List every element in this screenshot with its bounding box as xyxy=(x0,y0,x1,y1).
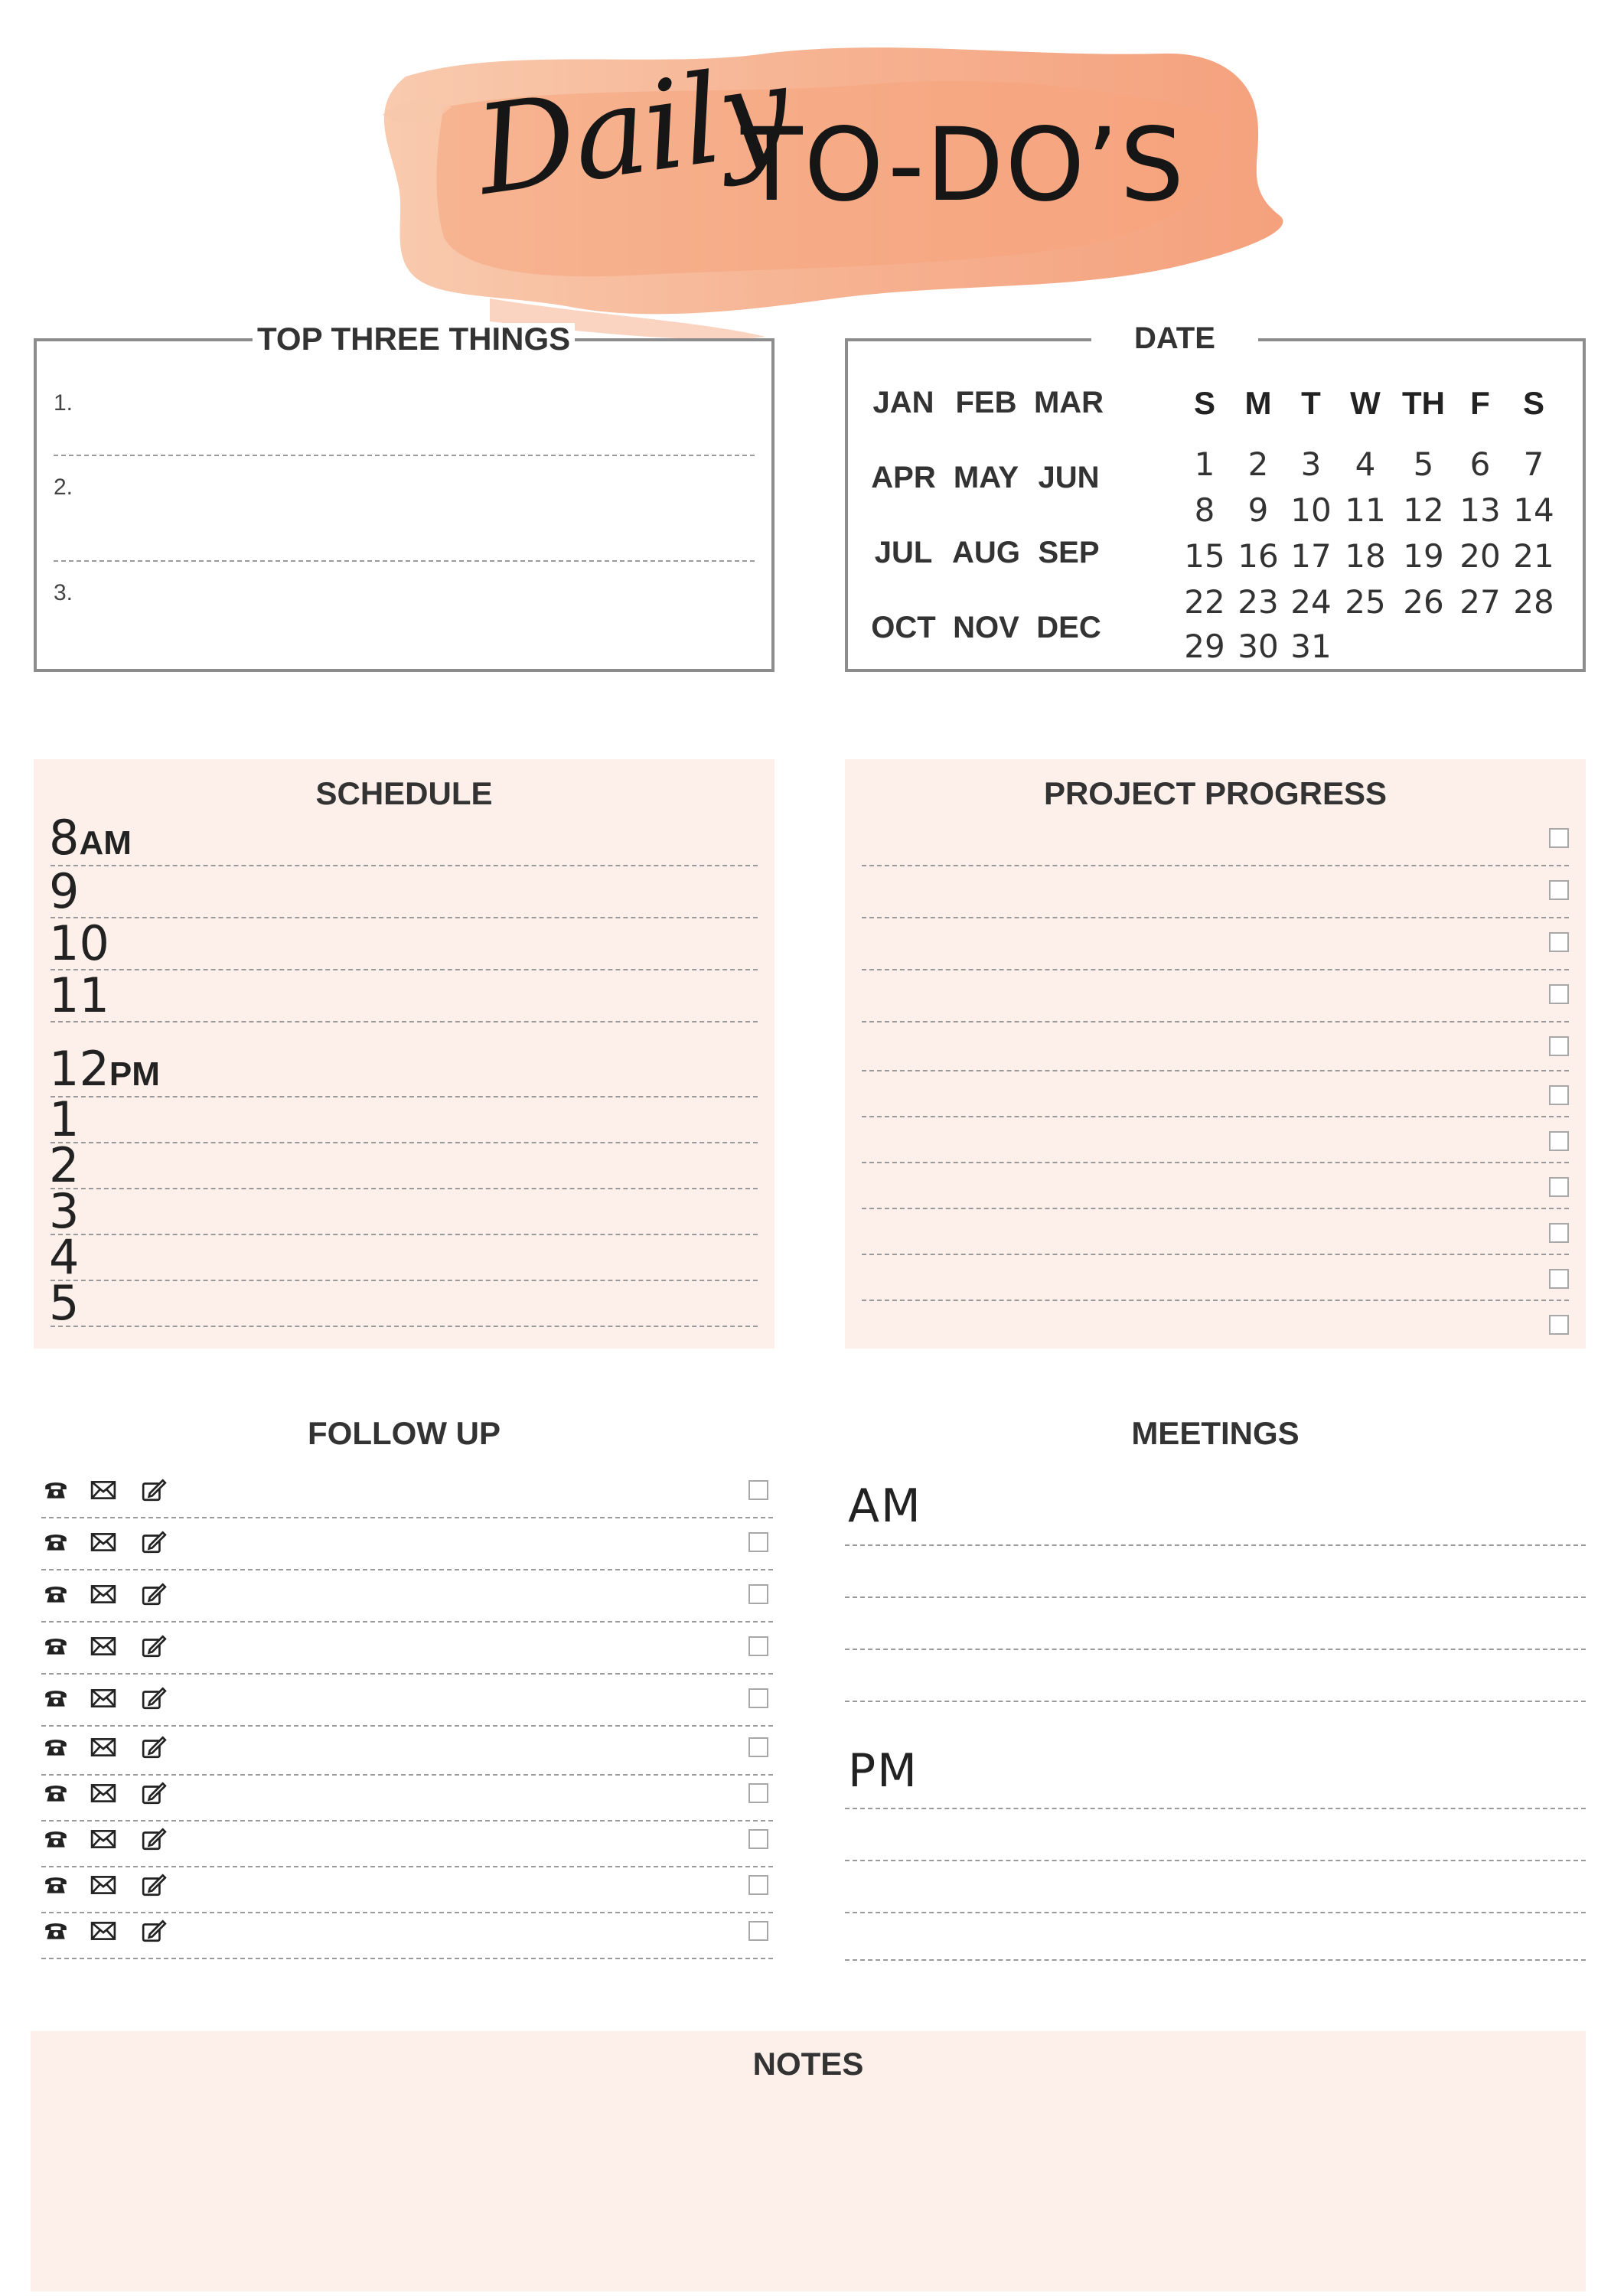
hour-number: 10 xyxy=(49,915,109,971)
calendar-day[interactable]: 25 xyxy=(1345,583,1386,621)
meeting-line xyxy=(845,1649,1586,1650)
follow-up-checkbox[interactable] xyxy=(748,1829,768,1849)
schedule-title: SCHEDULE xyxy=(315,775,493,811)
progress-line xyxy=(862,1254,1569,1255)
follow-up-checkbox[interactable] xyxy=(748,1737,768,1757)
month-nov[interactable]: NOV xyxy=(953,611,1019,644)
hour-4[interactable] xyxy=(49,1229,80,1285)
hour-number: 5 xyxy=(49,1275,80,1331)
hour-suffix: AM xyxy=(79,824,132,862)
mail-icon[interactable] xyxy=(89,1685,118,1711)
calendar-day[interactable]: 2 xyxy=(1247,445,1269,483)
mail-icon[interactable] xyxy=(89,1633,118,1659)
follow-up-line xyxy=(41,1774,773,1776)
calendar-day[interactable]: 24 xyxy=(1290,583,1332,621)
hour-1[interactable] xyxy=(49,1091,80,1147)
schedule-line xyxy=(51,1142,758,1143)
progress-line xyxy=(862,1021,1569,1022)
follow-up-line xyxy=(41,1820,773,1821)
weekday-tue: T xyxy=(1301,385,1321,421)
phone-icon[interactable] xyxy=(41,1529,70,1555)
schedule-line xyxy=(51,1096,758,1097)
follow-up-line xyxy=(41,1725,773,1727)
calendar-day[interactable]: 7 xyxy=(1523,445,1544,483)
hour-suffix: PM xyxy=(109,1055,160,1093)
progress-line xyxy=(862,1300,1569,1301)
progress-checkbox[interactable] xyxy=(1549,828,1569,848)
edit-icon[interactable] xyxy=(139,1633,168,1659)
hour-number: 12 xyxy=(49,1041,109,1097)
follow-up-line xyxy=(41,1569,773,1570)
edit-icon[interactable] xyxy=(139,1581,168,1607)
progress-checkbox[interactable] xyxy=(1549,984,1569,1004)
calendar-day[interactable]: 18 xyxy=(1345,537,1386,575)
calendar-day[interactable]: 23 xyxy=(1238,583,1279,621)
schedule-panel xyxy=(34,759,774,1349)
month-sep[interactable]: SEP xyxy=(1038,536,1100,569)
calendar-day[interactable]: 4 xyxy=(1355,445,1376,483)
follow-up-line xyxy=(41,1866,773,1867)
progress-checkbox[interactable] xyxy=(1549,1269,1569,1289)
progress-checkbox[interactable] xyxy=(1549,1177,1569,1197)
page-title: TO-DO’S xyxy=(741,106,1186,224)
phone-icon[interactable] xyxy=(41,1633,70,1659)
calendar-day[interactable]: 26 xyxy=(1403,583,1444,621)
project-progress-title: PROJECT PROGRESS xyxy=(1043,775,1388,811)
calendar-day[interactable]: 15 xyxy=(1184,537,1225,575)
progress-line xyxy=(862,1116,1569,1117)
meeting-line xyxy=(845,1701,1586,1702)
schedule-line xyxy=(51,1280,758,1281)
month-dec[interactable]: DEC xyxy=(1036,611,1101,644)
weekday-mon: M xyxy=(1244,385,1272,421)
follow-up-line xyxy=(41,1517,773,1518)
month-jun[interactable]: JUN xyxy=(1038,461,1100,494)
month-aug[interactable]: AUG xyxy=(952,536,1020,569)
weekday-wed: W xyxy=(1350,385,1381,421)
meeting-line xyxy=(845,1860,1586,1861)
calendar-day[interactable]: 21 xyxy=(1513,537,1554,575)
calendar-day[interactable]: 1 xyxy=(1194,445,1215,483)
follow-up-checkbox[interactable] xyxy=(748,1584,768,1604)
phone-icon[interactable] xyxy=(41,1734,70,1760)
calendar-day[interactable]: 17 xyxy=(1290,537,1332,575)
schedule-line xyxy=(51,969,758,970)
notes-panel[interactable] xyxy=(31,2031,1586,2291)
follow-up-checkbox[interactable] xyxy=(748,1636,768,1656)
hour-number: 9 xyxy=(49,863,80,919)
month-apr[interactable]: APR xyxy=(871,461,936,494)
notes-title: NOTES xyxy=(752,2046,864,2082)
edit-icon[interactable] xyxy=(139,1734,168,1760)
follow-up-checkbox[interactable] xyxy=(748,1783,768,1803)
phone-icon[interactable] xyxy=(41,1826,70,1852)
meetings-title: MEETINGS xyxy=(1131,1415,1300,1451)
calendar-day[interactable]: 29 xyxy=(1184,628,1225,665)
progress-line xyxy=(862,917,1569,918)
calendar-day[interactable]: 6 xyxy=(1469,445,1491,483)
hour-number: 4 xyxy=(49,1229,80,1285)
item-number: 1. xyxy=(54,390,73,416)
top-three-box xyxy=(34,321,774,672)
progress-checkbox[interactable] xyxy=(1549,1315,1569,1335)
meeting-line xyxy=(845,1959,1586,1961)
edit-icon[interactable] xyxy=(139,1529,168,1555)
calendar-day[interactable]: 13 xyxy=(1459,491,1501,529)
hour-number: 8 xyxy=(49,810,80,866)
meeting-line xyxy=(845,1808,1586,1809)
schedule-line xyxy=(51,1188,758,1189)
divider xyxy=(54,560,755,562)
hour-11[interactable] xyxy=(49,967,109,1023)
schedule-line xyxy=(51,865,758,866)
hour-3[interactable] xyxy=(49,1183,80,1239)
calendar-day[interactable]: 10 xyxy=(1290,491,1332,529)
mail-icon[interactable] xyxy=(89,1826,118,1852)
calendar-day[interactable]: 3 xyxy=(1300,445,1322,483)
mail-icon[interactable] xyxy=(89,1734,118,1760)
follow-up-line xyxy=(41,1958,773,1959)
hour-12pm[interactable] xyxy=(49,1041,160,1097)
month-feb[interactable]: FEB xyxy=(955,386,1017,419)
mail-icon[interactable] xyxy=(89,1529,118,1555)
edit-icon[interactable] xyxy=(139,1685,168,1711)
follow-up-checkbox[interactable] xyxy=(748,1921,768,1941)
calendar-day[interactable]: 27 xyxy=(1459,583,1501,621)
calendar-day[interactable]: 9 xyxy=(1247,491,1269,529)
month-may[interactable]: MAY xyxy=(953,461,1019,494)
hour-2[interactable] xyxy=(49,1137,80,1193)
schedule-line xyxy=(51,1021,758,1022)
schedule-line xyxy=(51,1234,758,1235)
follow-up-checkbox[interactable] xyxy=(748,1875,768,1895)
mail-icon[interactable] xyxy=(89,1581,118,1607)
phone-icon[interactable] xyxy=(41,1685,70,1711)
schedule-line xyxy=(51,917,758,918)
meeting-line xyxy=(845,1912,1586,1913)
hour-number: 11 xyxy=(49,967,109,1023)
hour-9[interactable] xyxy=(49,863,80,919)
weekday-sat: S xyxy=(1522,385,1544,421)
hour-number: 2 xyxy=(49,1137,80,1193)
edit-icon[interactable] xyxy=(139,1826,168,1852)
progress-checkbox[interactable] xyxy=(1549,932,1569,952)
date-box xyxy=(845,321,1586,672)
hour-10[interactable] xyxy=(49,915,109,971)
edit-icon[interactable] xyxy=(139,1780,168,1806)
item-number: 3. xyxy=(54,580,73,605)
meeting-line xyxy=(845,1544,1586,1546)
calendar-day[interactable]: 20 xyxy=(1459,537,1501,575)
phone-icon[interactable] xyxy=(41,1918,70,1944)
phone-icon[interactable] xyxy=(41,1872,70,1898)
month-jan[interactable]: JAN xyxy=(872,386,934,419)
progress-line xyxy=(862,1162,1569,1163)
phone-icon[interactable] xyxy=(41,1780,70,1806)
calendar-day[interactable]: 12 xyxy=(1403,491,1444,529)
progress-checkbox[interactable] xyxy=(1549,1036,1569,1056)
calendar-day[interactable]: 19 xyxy=(1403,537,1444,575)
phone-icon[interactable] xyxy=(41,1477,70,1503)
weekday-fri: F xyxy=(1470,385,1490,421)
schedule-line xyxy=(51,1326,758,1327)
mail-icon[interactable] xyxy=(89,1780,118,1806)
calendar-day[interactable]: 28 xyxy=(1513,583,1554,621)
edit-icon[interactable] xyxy=(139,1477,168,1503)
progress-line xyxy=(862,865,1569,866)
progress-checkbox[interactable] xyxy=(1549,1223,1569,1243)
meetings-am-label: AM xyxy=(848,1479,922,1533)
progress-line xyxy=(862,1070,1569,1071)
month-mar[interactable]: MAR xyxy=(1033,386,1104,419)
phone-icon[interactable] xyxy=(41,1581,70,1607)
top-three-label: TOP THREE THINGS xyxy=(253,323,575,355)
mail-icon[interactable] xyxy=(89,1918,118,1944)
hour-8am[interactable] xyxy=(49,810,132,866)
calendar-day[interactable]: 11 xyxy=(1345,491,1386,529)
edit-icon[interactable] xyxy=(139,1872,168,1898)
project-progress-panel xyxy=(845,759,1586,1349)
hour-number: 1 xyxy=(49,1091,80,1147)
follow-up-checkbox[interactable] xyxy=(748,1480,768,1500)
weekday-sun: S xyxy=(1193,385,1215,421)
progress-checkbox[interactable] xyxy=(1549,1085,1569,1105)
divider xyxy=(54,455,755,456)
progress-line xyxy=(862,969,1569,970)
calendar-day[interactable]: 30 xyxy=(1238,628,1279,665)
calendar-day[interactable]: 14 xyxy=(1513,491,1554,529)
item-number: 2. xyxy=(54,475,73,500)
calendar-day[interactable]: 16 xyxy=(1238,537,1279,575)
title-script: Daily xyxy=(468,38,797,223)
follow-up-checkbox[interactable] xyxy=(748,1532,768,1552)
follow-up-title: FOLLOW UP xyxy=(308,1415,501,1451)
progress-checkbox[interactable] xyxy=(1549,880,1569,900)
mail-icon[interactable] xyxy=(89,1477,118,1503)
edit-icon[interactable] xyxy=(139,1918,168,1944)
calendar-day[interactable]: 5 xyxy=(1413,445,1434,483)
progress-line xyxy=(862,1208,1569,1209)
date-label: DATE xyxy=(1091,323,1258,354)
calendar-day[interactable]: 8 xyxy=(1194,491,1215,529)
follow-up-line xyxy=(41,1673,773,1675)
meeting-line xyxy=(845,1596,1586,1598)
calendar-day[interactable]: 22 xyxy=(1184,583,1225,621)
month-oct[interactable]: OCT xyxy=(871,611,936,644)
follow-up-line xyxy=(41,1621,773,1623)
hour-number: 3 xyxy=(49,1183,80,1239)
follow-up-checkbox[interactable] xyxy=(748,1688,768,1708)
mail-icon[interactable] xyxy=(89,1872,118,1898)
hour-5[interactable] xyxy=(49,1275,80,1331)
follow-up-line xyxy=(41,1912,773,1913)
month-jul[interactable]: JUL xyxy=(874,536,933,569)
meetings-pm-label: PM xyxy=(848,1744,918,1798)
weekday-thu: TH xyxy=(1402,385,1445,421)
calendar-day[interactable]: 31 xyxy=(1290,628,1332,665)
progress-checkbox[interactable] xyxy=(1549,1131,1569,1151)
follow-up-list xyxy=(41,1477,774,1967)
